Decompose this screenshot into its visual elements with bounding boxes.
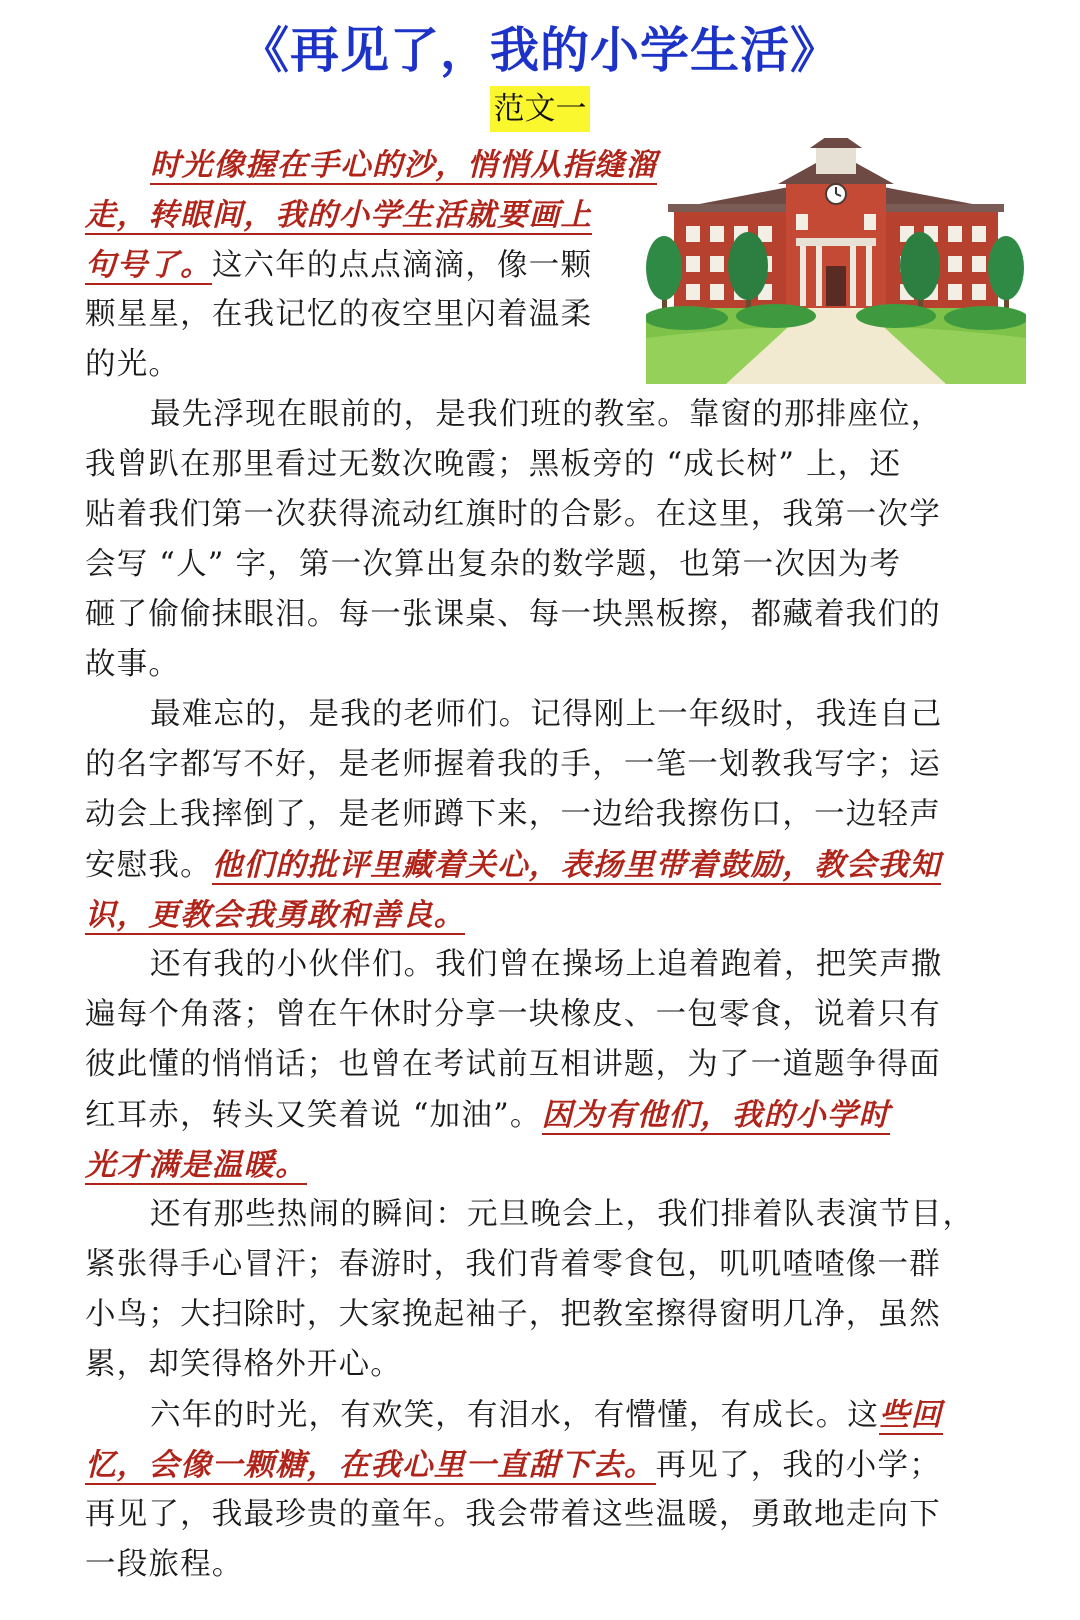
body-text: 的光。 [85, 347, 181, 382]
essay-line [85, 1290, 941, 1340]
essay-line [150, 1190, 974, 1240]
essay-line [85, 1540, 244, 1590]
essay-line [85, 1340, 402, 1390]
essay-line [85, 540, 901, 590]
body-text: 贴着我们第一次获得流动红旗时的合影。在这里，我第一次学 [85, 497, 941, 532]
body-text: 六年的时光，有欢笑，有泪水，有懵懂，有成长。这 [150, 1398, 880, 1433]
school-building-illustration [646, 138, 1026, 384]
highlighted-text: 识，更教会我勇敢和善良。 [85, 897, 466, 933]
essay-line [85, 1240, 941, 1290]
body-text: 颗星星，在我记忆的夜空里闪着温柔 [85, 297, 593, 332]
essay-line [85, 1490, 941, 1540]
body-text: 累，却笑得格外开心。 [85, 1347, 402, 1382]
body-text: 的名字都写不好，是老师握着我的手，一笔一划教我写字；运 [85, 747, 941, 782]
highlighted-text: 他们的批评里藏着关心，表扬里带着鼓励，教会我知 [211, 847, 941, 883]
page-title: 《再见了，我的小学生活》 [239, 22, 840, 79]
body-text: 紧张得手心冒汗；春游时，我们背着零食包，叽叽喳喳像一群 [85, 1247, 941, 1282]
essay-line [85, 790, 941, 840]
essay-line [85, 290, 592, 340]
highlighted-text: 句号了。 [85, 247, 212, 283]
essay-line [150, 690, 943, 740]
highlighted-text: 些回 [879, 1397, 943, 1433]
essay-line [85, 490, 941, 540]
essay-line [150, 940, 943, 990]
body-text: 再见了，我最珍贵的童年。我会带着这些温暖，勇敢地走向下 [85, 1497, 941, 1532]
essay-line [150, 1390, 943, 1440]
essay-line [150, 140, 657, 190]
essay-line [85, 1040, 941, 1090]
essay-line [85, 990, 941, 1040]
body-text: 动会上我摔倒了，是老师蹲下来，一边给我擦伤口，一边轻声 [85, 797, 941, 832]
body-text: 还有我的小伙伴们。我们曾在操场上追着跑着，把笑声撒 [150, 947, 943, 982]
essay-line [85, 440, 901, 490]
essay-line [85, 640, 180, 690]
essay-line [85, 590, 941, 640]
body-text: 最难忘的，是我的老师们。记得刚上一年级时，我连自己 [150, 697, 943, 732]
body-text: 还有那些热闹的瞬间：元旦晚会上，我们排着队表演节目， [150, 1197, 975, 1232]
essay-line [85, 890, 465, 940]
essay-line [85, 240, 592, 290]
essay-line [85, 340, 180, 390]
body-text: 安慰我。 [85, 848, 212, 883]
body-text: 彼此懂的悄悄话；也曾在考试前互相讲题，为了一道题争得面 [85, 1047, 941, 1082]
highlighted-text: 忆，会像一颗糖，在我心里一直甜下去。 [85, 1447, 656, 1483]
essay-line [85, 1140, 307, 1190]
essay-line [85, 1090, 890, 1140]
body-text: 遍每个角落；曾在午休时分享一块橡皮、一包零食，说着只有 [85, 997, 941, 1032]
body-text: 红耳赤，转头又笑着说 “加油”。 [85, 1098, 542, 1133]
body-text: 一段旅程。 [85, 1547, 244, 1582]
essay-line [150, 390, 943, 440]
highlighted-text: 走，转眼间，我的小学生活就要画上 [85, 197, 593, 233]
essay-line [85, 740, 941, 790]
essay-line [85, 190, 592, 240]
body-text: 最先浮现在眼前的，是我们班的教室。靠窗的那排座位， [150, 397, 943, 432]
body-text: 砸了偷偷抹眼泪。每一张课桌、每一块黑板擦，都藏着我们的 [85, 597, 941, 632]
highlighted-text: 时光像握在手心的沙，悄悄从指缝溜 [150, 147, 658, 183]
body-text: 这六年的点点滴滴，像一颗 [211, 248, 593, 283]
body-text: 小鸟；大扫除时，大家挽起袖子，把教室擦得窗明几净，虽然 [85, 1297, 941, 1332]
essay-line [85, 1440, 941, 1490]
body-text: 再见了，我的小学； [655, 1448, 941, 1483]
highlighted-text: 光才满是温暖。 [85, 1147, 307, 1183]
body-text: 我曾趴在那里看过无数次晚霞；黑板旁的 “成长树” 上，还 [85, 447, 902, 482]
highlighted-text: 因为有他们，我的小学时 [541, 1097, 891, 1133]
essay-line [85, 840, 941, 890]
body-text: 故事。 [85, 647, 181, 682]
body-text: 会写 “人” 字，第一次算出复杂的数学题，也第一次因为考 [85, 547, 902, 582]
essay-label: 范文一 [490, 86, 590, 132]
